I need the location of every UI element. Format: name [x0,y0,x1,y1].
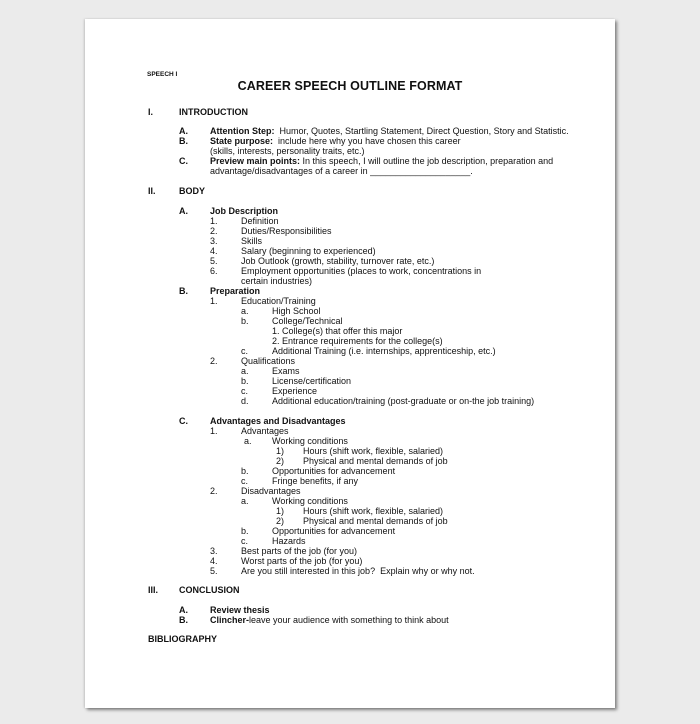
section-heading-body: BODY [179,186,206,196]
list-number: 2) [276,456,285,466]
list-item: Fringe benefits, if any [272,476,359,486]
subsection-heading-advantages: Advantages and Disadvantages [210,416,346,426]
subsection-heading-job-description: Job Description [210,206,279,216]
list-item: Physical and mental demands of job [303,516,448,526]
list-item: Additional Training (i.e. internships, apprenticeship, etc.) [272,346,496,356]
list-number: 3. [210,236,218,246]
list-number: 5. [210,256,218,266]
conclusion-clincher [210,615,449,625]
list-item: Exams [272,366,300,376]
list-letter: b. [241,376,249,386]
list-item: Salary (beginning to experienced) [241,246,376,256]
list-letter: c. [241,346,249,356]
list-letter: d. [241,396,249,406]
item-bold-label: Preview main points: [210,156,301,166]
section-numeral: III. [148,585,159,595]
list-number: 2. [210,356,218,366]
list-number: 4. [210,556,218,566]
list-number: 1) [276,506,285,516]
list-number: 4. [210,246,218,256]
section-heading-introduction: INTRODUCTION [179,107,248,117]
list-item: Employment opportunities (places to work, concentrations in [241,266,482,276]
list-item: Best parts of the job (for you) [241,546,358,556]
section-numeral: I. [148,107,154,117]
list-item: Physical and mental demands of job [303,456,448,466]
item-text: leave your audience with something to think about [249,615,449,625]
section-heading-conclusion: CONCLUSION [179,585,240,595]
list-item: Job Outlook (growth, stability, turnover rate, etc.) [241,256,435,266]
subsection-marker: A. [179,206,188,216]
list-number: 2. [210,486,218,496]
intro-state-purpose [210,136,461,146]
list-item: License/certification [272,376,352,386]
list-item: Experience [272,386,318,396]
item-continuation: (skills, interests, personality traits, etc.) [210,146,365,156]
list-item: Hours (shift work, flexible, salaried) [303,506,444,516]
list-item: Disadvantages [241,486,301,496]
list-item: Additional education/training (post-graduate or on-the job training) [272,396,535,406]
list-item: College/Technical [272,316,343,326]
list-item: Opportunities for advancement [272,526,396,536]
conclusion-review-thesis [210,605,270,615]
section-numeral: II. [148,186,156,196]
list-letter: a. [241,496,249,506]
item-text: In this speech, I will outline the job description, preparation and [300,156,554,166]
list-letter: b. [241,466,249,476]
list-item: 2. Entrance requirements for the college(s) [272,336,443,346]
item-text: Humor, Quotes, Startling Statement, Direct Question, Story and Statistic. [274,126,569,136]
list-number: 1. [210,296,218,306]
list-item-continuation: certain industries) [241,276,313,286]
item-bold-label: Clincher- [210,615,250,625]
list-letter: c. [241,536,249,546]
speech-label: SPEECH I [147,71,178,78]
list-item: High School [272,306,321,316]
subsection-marker: B. [179,286,188,296]
list-item: Duties/Responsibilities [241,226,332,236]
list-item: Worst parts of the job (for you) [241,556,363,566]
list-number: 2. [210,226,218,236]
subsection-heading-preparation: Preparation [210,286,261,296]
list-letter: a. [241,366,249,376]
list-letter: b. [241,526,249,536]
list-item: Advantages [241,426,289,436]
subsection-marker: C. [179,416,188,426]
list-number: 1. [210,426,218,436]
list-item: Working conditions [272,436,348,446]
bibliography-heading: BIBLIOGRAPHY [148,634,218,644]
item-continuation: advantage/disadvantages of a career in ____________________. [210,166,473,176]
item-text: include here why you have chosen this career [273,136,461,146]
intro-preview-points [210,156,553,166]
item-bold-label: State purpose: [210,136,274,146]
item-marker: A. [179,126,188,136]
item-marker: B. [179,615,188,625]
list-item: Definition [241,216,279,226]
list-letter: a. [244,436,252,446]
list-item: Hazards [272,536,306,546]
list-item: 1. College(s) that offer this major [272,326,403,336]
list-letter: a. [241,306,249,316]
intro-attention-step [210,126,569,136]
item-bold-label: Attention Step: [210,126,275,136]
list-item: Qualifications [241,356,296,366]
list-letter: c. [241,476,249,486]
list-item: Opportunities for advancement [272,466,396,476]
list-letter: b. [241,316,249,326]
list-letter: c. [241,386,249,396]
list-item: Skills [241,236,263,246]
list-item: Are you still interested in this job? Explain why or why not. [241,566,475,576]
item-bold-label: Review thesis [210,605,270,615]
list-number: 5. [210,566,218,576]
document-page [85,19,615,708]
list-number: 6. [210,266,218,276]
document-title: CAREER SPEECH OUTLINE FORMAT [237,79,463,93]
list-item: Working conditions [272,496,348,506]
list-item: Education/Training [241,296,316,306]
item-marker: A. [179,605,188,615]
list-item: Hours (shift work, flexible, salaried) [303,446,444,456]
list-number: 2) [276,516,285,526]
list-number: 3. [210,546,218,556]
list-number: 1. [210,216,218,226]
item-marker: C. [179,156,188,166]
list-number: 1) [276,446,285,456]
item-marker: B. [179,136,188,146]
